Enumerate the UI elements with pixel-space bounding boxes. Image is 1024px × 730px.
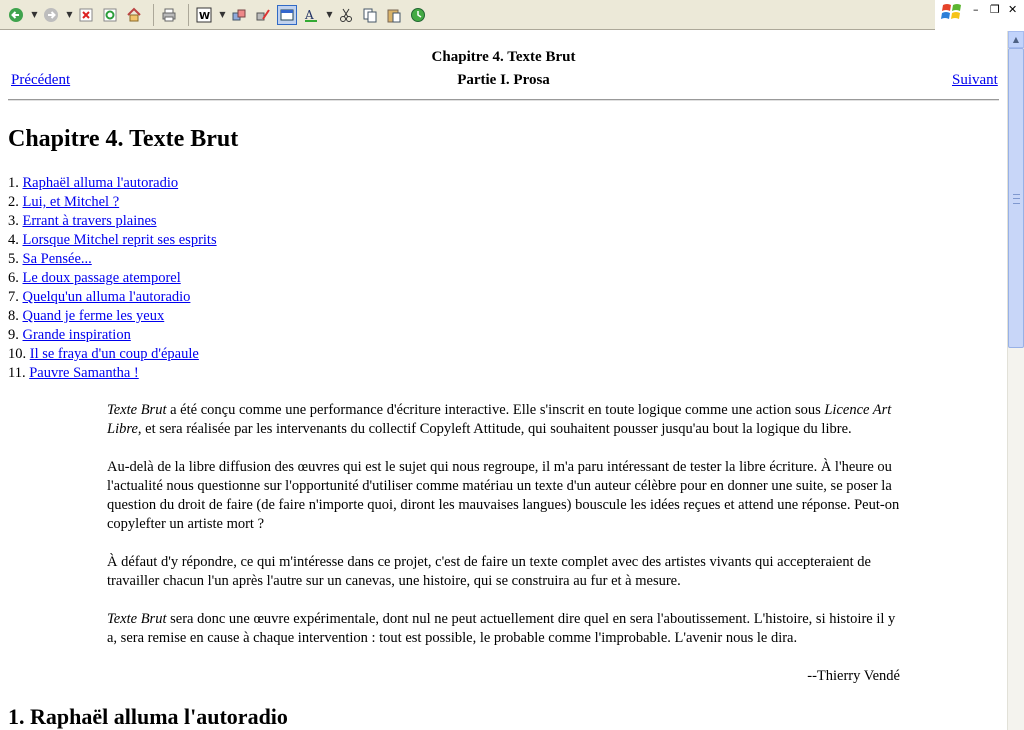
toc-item	[8, 269, 217, 288]
nav-title: Chapitre 4. Texte Brut	[431, 49, 576, 65]
home-icon[interactable]	[124, 5, 144, 25]
chapter-heading: Chapitre 4. Texte Brut	[8, 126, 239, 152]
toc-link[interactable]: Lorsque Mitchel reprit ses esprits	[22, 232, 217, 248]
paste-icon[interactable]	[384, 5, 404, 25]
toc-number: 6.	[8, 270, 19, 286]
restore-icon[interactable]: ❐	[990, 3, 1000, 16]
toc-number: 9.	[8, 327, 19, 343]
toc-number: 1.	[8, 175, 19, 191]
back-icon[interactable]	[6, 5, 26, 25]
toc-link[interactable]: Sa Pensée...	[22, 251, 92, 267]
word-icon[interactable]	[194, 5, 214, 25]
blocks-icon[interactable]	[229, 5, 249, 25]
scroll-thumb[interactable]	[1008, 48, 1024, 348]
edit-blocks-icon[interactable]	[253, 5, 273, 25]
font-icon[interactable]	[301, 5, 321, 25]
toc-link[interactable]: Errant à travers plaines	[22, 213, 157, 229]
toc-number: 11.	[8, 365, 26, 381]
quote-paragraph	[107, 401, 902, 439]
page-content	[0, 31, 1007, 730]
scroll-grip-icon	[1013, 194, 1020, 204]
toolbar-separator	[153, 4, 154, 26]
toc-item	[8, 193, 217, 212]
stop-icon[interactable]	[76, 5, 96, 25]
close-icon[interactable]: ✕	[1008, 3, 1018, 16]
font-dropdown-icon[interactable]: ▼	[326, 10, 333, 19]
quote-text: sera donc une œuvre expérimentale, dont nul ne peut actuellement dire quel en sera l'aboutissement. L'histoire, si histoire il y a, sera remise en cause à chaque intervention : tout est possible, le probable comme l'improbable. L'avenir nous le dira.	[107, 611, 896, 646]
toc-item	[8, 326, 217, 345]
svg-text:W: W	[199, 10, 211, 22]
toc-link[interactable]: Raphaël alluma l'autoradio	[22, 175, 179, 191]
toc-item	[8, 345, 217, 364]
browser-toolbar	[0, 0, 935, 30]
quote-emphasis: Texte Brut	[107, 402, 167, 418]
toc-link[interactable]: Il se fraya d'un coup d'épaule	[29, 346, 199, 362]
scroll-up-icon[interactable]: ▲	[1008, 31, 1024, 48]
header-divider	[8, 99, 999, 101]
nav-part-title: Partie I. Prosa	[457, 72, 550, 88]
toc-number: 4.	[8, 232, 19, 248]
toc-item	[8, 174, 217, 193]
vertical-scrollbar[interactable]	[1007, 31, 1024, 730]
quote-paragraph	[107, 610, 902, 648]
toc-number: 10.	[8, 346, 27, 362]
toc-item	[8, 231, 217, 250]
word-dropdown-icon[interactable]: ▼	[219, 10, 226, 19]
refresh-icon[interactable]	[100, 5, 120, 25]
print-icon[interactable]	[159, 5, 179, 25]
quote-emphasis: Texte Brut	[107, 611, 167, 627]
toc-number: 8.	[8, 308, 19, 324]
quote-emphasis: Licence Art Libre	[107, 402, 892, 437]
section-heading: 1. Raphaël alluma l'autoradio	[8, 704, 288, 729]
toc-link[interactable]: Le doux passage atemporel	[22, 270, 181, 286]
toc-number: 7.	[8, 289, 19, 305]
nav-prev-link[interactable]: Précédent	[11, 72, 71, 88]
toc-number: 2.	[8, 194, 19, 210]
toc-item	[8, 288, 217, 307]
quote-paragraph: À défaut d'y répondre, ce qui m'intéresse dans ce projet, c'est de faire un texte complet avec des artistes vivants qui accepteraient de travailler chacun l'un après l'autre sur un canevas, une histoire, qui se construira au fur et à mesure.	[107, 554, 871, 589]
table-of-contents	[8, 174, 217, 383]
quote-text: a été conçu comme une performance d'écriture interactive. Elle s'inscrit en toute logique comme une action sous	[166, 402, 825, 418]
epigraph-quote	[107, 401, 902, 705]
toc-link[interactable]: Grande inspiration	[22, 327, 131, 343]
toc-number: 5.	[8, 251, 19, 267]
back-dropdown-icon[interactable]: ▼	[31, 10, 38, 19]
toolbar-separator	[188, 4, 189, 26]
forward-dropdown-icon[interactable]: ▼	[66, 10, 73, 19]
toc-item	[8, 307, 217, 326]
cut-icon[interactable]	[336, 5, 356, 25]
nav-next-link[interactable]: Suivant	[952, 72, 998, 88]
toc-link[interactable]: Lui, et Mitchel ?	[22, 194, 120, 210]
windows-logo-icon	[941, 2, 963, 22]
toc-item	[8, 212, 217, 231]
minimize-icon[interactable]: –	[973, 3, 979, 16]
fullscreen-icon[interactable]	[277, 5, 297, 25]
toc-link[interactable]: Pauvre Samantha !	[29, 365, 139, 381]
svg-text:A: A	[305, 7, 314, 22]
toc-item	[8, 250, 217, 269]
quote-text: , et sera réalisée par les intervenants du collectif Copyleft Attitude, qui souhaitent pousser jusqu'au bout la logique du libre.	[137, 421, 852, 437]
copy-icon[interactable]	[360, 5, 380, 25]
toc-link[interactable]: Quand je ferme les yeux	[22, 308, 165, 324]
quote-attribution: --Thierry Vendé	[807, 668, 900, 684]
window-controls	[935, 0, 1024, 30]
toc-number: 3.	[8, 213, 19, 229]
toc-item	[8, 364, 217, 383]
quote-paragraph: Au-delà de la libre diffusion des œuvres qui est le sujet qui nous regroupe, il m'a paru intéressant de tester la libre écriture. À l'heure ou l'actualité nous questionne sur l'opportunité d'utiliser comme matériau un texte d'un auteur célèbre pour en donner une suite, se poser la question du droit de faire (de faire n'importe quoi, diront les mauvaises langues) bouscule les idées reçues et attend une réponse. Peut-on copylefter un artiste mort ?	[107, 459, 900, 532]
toc-link[interactable]: Quelqu'un alluma l'autoradio	[22, 289, 191, 305]
forward-icon[interactable]	[41, 5, 61, 25]
history-icon[interactable]	[408, 5, 428, 25]
